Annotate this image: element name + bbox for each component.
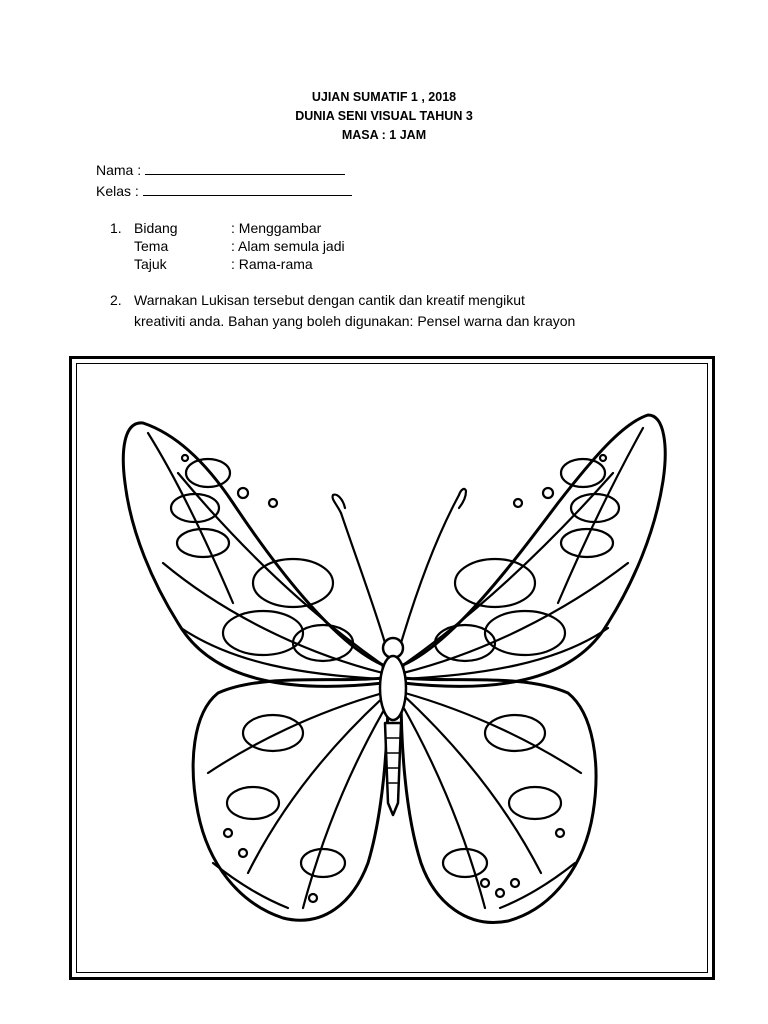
student-fields [96,160,352,202]
exam-title: UJIAN SUMATIF 1 , 2018 [311,90,457,104]
subject-title: DUNIA SENI VISUAL TAHUN 3 [295,109,473,123]
duration: MASA : 1 JAM [341,128,427,142]
tajuk-row [134,255,345,273]
butterfly-abdomen [385,723,401,815]
bidang-label: Bidang [134,220,178,236]
tajuk-value: : Rama-rama [231,256,313,272]
kelas-row [96,181,352,202]
nama-blank-line[interactable] [145,161,345,175]
bidang-value: : Menggambar [231,220,322,236]
tema-row [134,237,345,255]
right-hindwing [401,678,596,922]
instruction-line: kreativiti anda. Bahan yang boleh digunakan: Pensel warna dan krayon [134,313,576,329]
bidang-row [134,219,345,237]
antenna-right [401,495,459,643]
nama-label: Nama : [96,162,142,178]
butterfly-thorax [380,656,406,720]
right-forewing [403,415,665,686]
nama-row [96,160,352,181]
left-hindwing [193,678,388,920]
tema-value: : Alam semula jadi [231,238,345,254]
antenna-left-tip [333,495,345,513]
item-number: 1. [110,220,122,236]
kelas-label: Kelas : [96,183,139,199]
butterfly-illustration[interactable] [72,359,712,977]
item-number: 2. [110,292,122,308]
instruction-item-2 [110,290,575,332]
tema-label: Tema [134,238,169,254]
antenna-right-tip [459,489,466,508]
antenna-left [341,513,385,643]
worksheet-header [0,88,768,145]
instruction-line: Warnakan Lukisan tersebut dengan cantik dan kreatif mengikut [134,292,525,308]
instruction-item-1 [110,219,345,273]
tajuk-label: Tajuk [134,256,167,272]
kelas-blank-line[interactable] [143,182,352,196]
drawing-frame [69,356,715,980]
